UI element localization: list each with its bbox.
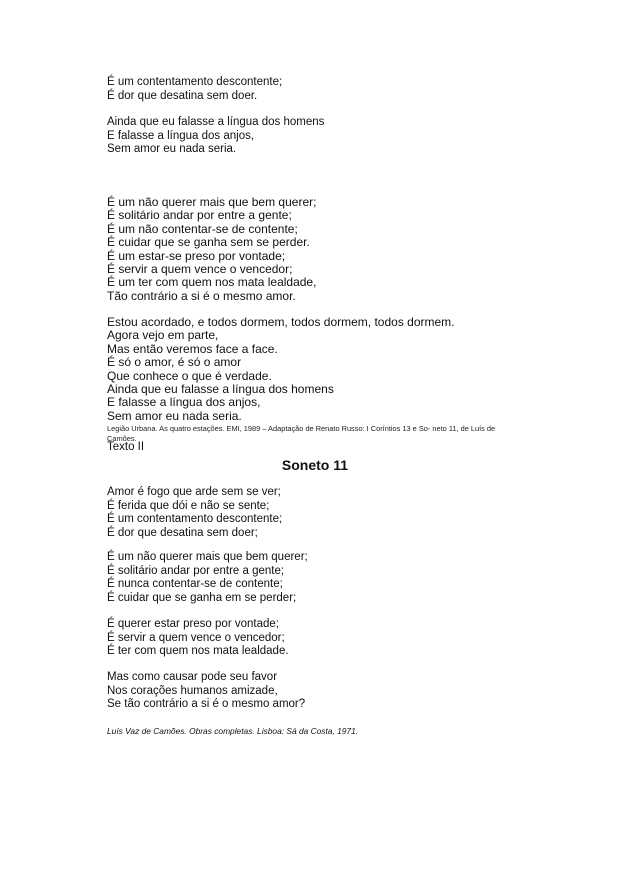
verse-line: É um não querer mais que bem querer;	[107, 195, 317, 209]
verse-line: É solitário andar por entre a gente;	[107, 564, 285, 577]
verse-line: É servir a quem vence o vencedor;	[107, 631, 285, 644]
verse-line: É um contentamento descontente;	[107, 76, 283, 88]
verse-line: Que conhece o que é verdade.	[107, 368, 272, 383]
text2-label	[107, 441, 527, 455]
verse-line: É um contentamento descontente;	[107, 513, 283, 526]
text2-source	[107, 726, 527, 737]
source-citation: Luís Vaz de Camões. Obras completas. Lisboa: Sá da Costa, 1971.	[107, 726, 359, 736]
verse-line: Ainda que eu falasse a língua dos homens	[107, 382, 334, 397]
verse-line: É cuidar que se ganha sem se perder.	[107, 235, 310, 250]
text1-credit: Legião Urbana. As quatro estações. EMI, 1989 – Adaptação de Renato Russo: I Coríntios 13 e So- neto 11, de Luís de Camões.	[107, 424, 496, 443]
verse-line: Agora vejo em parte,	[107, 328, 219, 343]
poem-title: Soneto 11	[281, 457, 349, 473]
verse-line: É um não querer mais que bem querer;	[107, 551, 308, 563]
text1-stanza-4	[107, 316, 527, 423]
verse-line: Mas como causar pode seu favor	[107, 671, 278, 683]
verse-line: Estou acordado, e todos dormem, todos dormem, todos dormem.	[107, 315, 455, 329]
verse-line: E falasse a língua dos anjos,	[107, 395, 261, 410]
verse-line: Mas então veremos face a face.	[107, 341, 278, 356]
verse-line: É nunca contentar-se de contente;	[107, 578, 283, 591]
verse-line: Sem amor eu nada seria.	[107, 143, 237, 156]
verse-line: Tão contrário a si é o mesmo amor.	[107, 288, 296, 303]
verse-line: É cuidar que se ganha em se perder;	[107, 591, 297, 604]
text2-stanza-3	[107, 618, 527, 659]
text1-stanza-3	[107, 196, 527, 303]
verse-line: Se tão contrário a si é o mesmo amor?	[107, 698, 306, 711]
text1-stanza-1	[107, 76, 527, 103]
verse-line: É dor que desatina sem doer.	[107, 89, 258, 102]
verse-line: É solitário andar por entre a gente;	[107, 208, 292, 223]
verse-line: Amor é fogo que arde sem se ver;	[107, 486, 281, 498]
verse-line: É um estar-se preso por vontade;	[107, 248, 286, 263]
text2-stanza-2	[107, 551, 527, 605]
verse-line: É ferida que dói e não se sente;	[107, 499, 270, 512]
verse-line: É um ter com quem nos mata lealdade,	[107, 275, 317, 290]
verse-line: É dor que desatina sem doer;	[107, 526, 258, 539]
verse-line: Ainda que eu falasse a língua dos homens	[107, 116, 325, 128]
text1-stanza-2	[107, 116, 527, 157]
text2-stanza-4	[107, 671, 527, 712]
verse-line: Nos corações humanos amizade,	[107, 684, 278, 697]
section-label: Texto II	[107, 441, 145, 453]
text2-stanza-1	[107, 486, 527, 540]
verse-line: Sem amor eu nada seria.	[107, 408, 242, 423]
verse-line: E falasse a língua dos anjos,	[107, 129, 255, 142]
verse-line: É querer estar preso por vontade;	[107, 618, 279, 630]
verse-line: É ter com quem nos mata lealdade.	[107, 645, 289, 658]
verse-line: É só o amor, é só o amor	[107, 355, 242, 370]
verse-line: É servir a quem vence o vencedor;	[107, 262, 293, 277]
verse-line: É um não contentar-se de contente;	[107, 221, 298, 236]
